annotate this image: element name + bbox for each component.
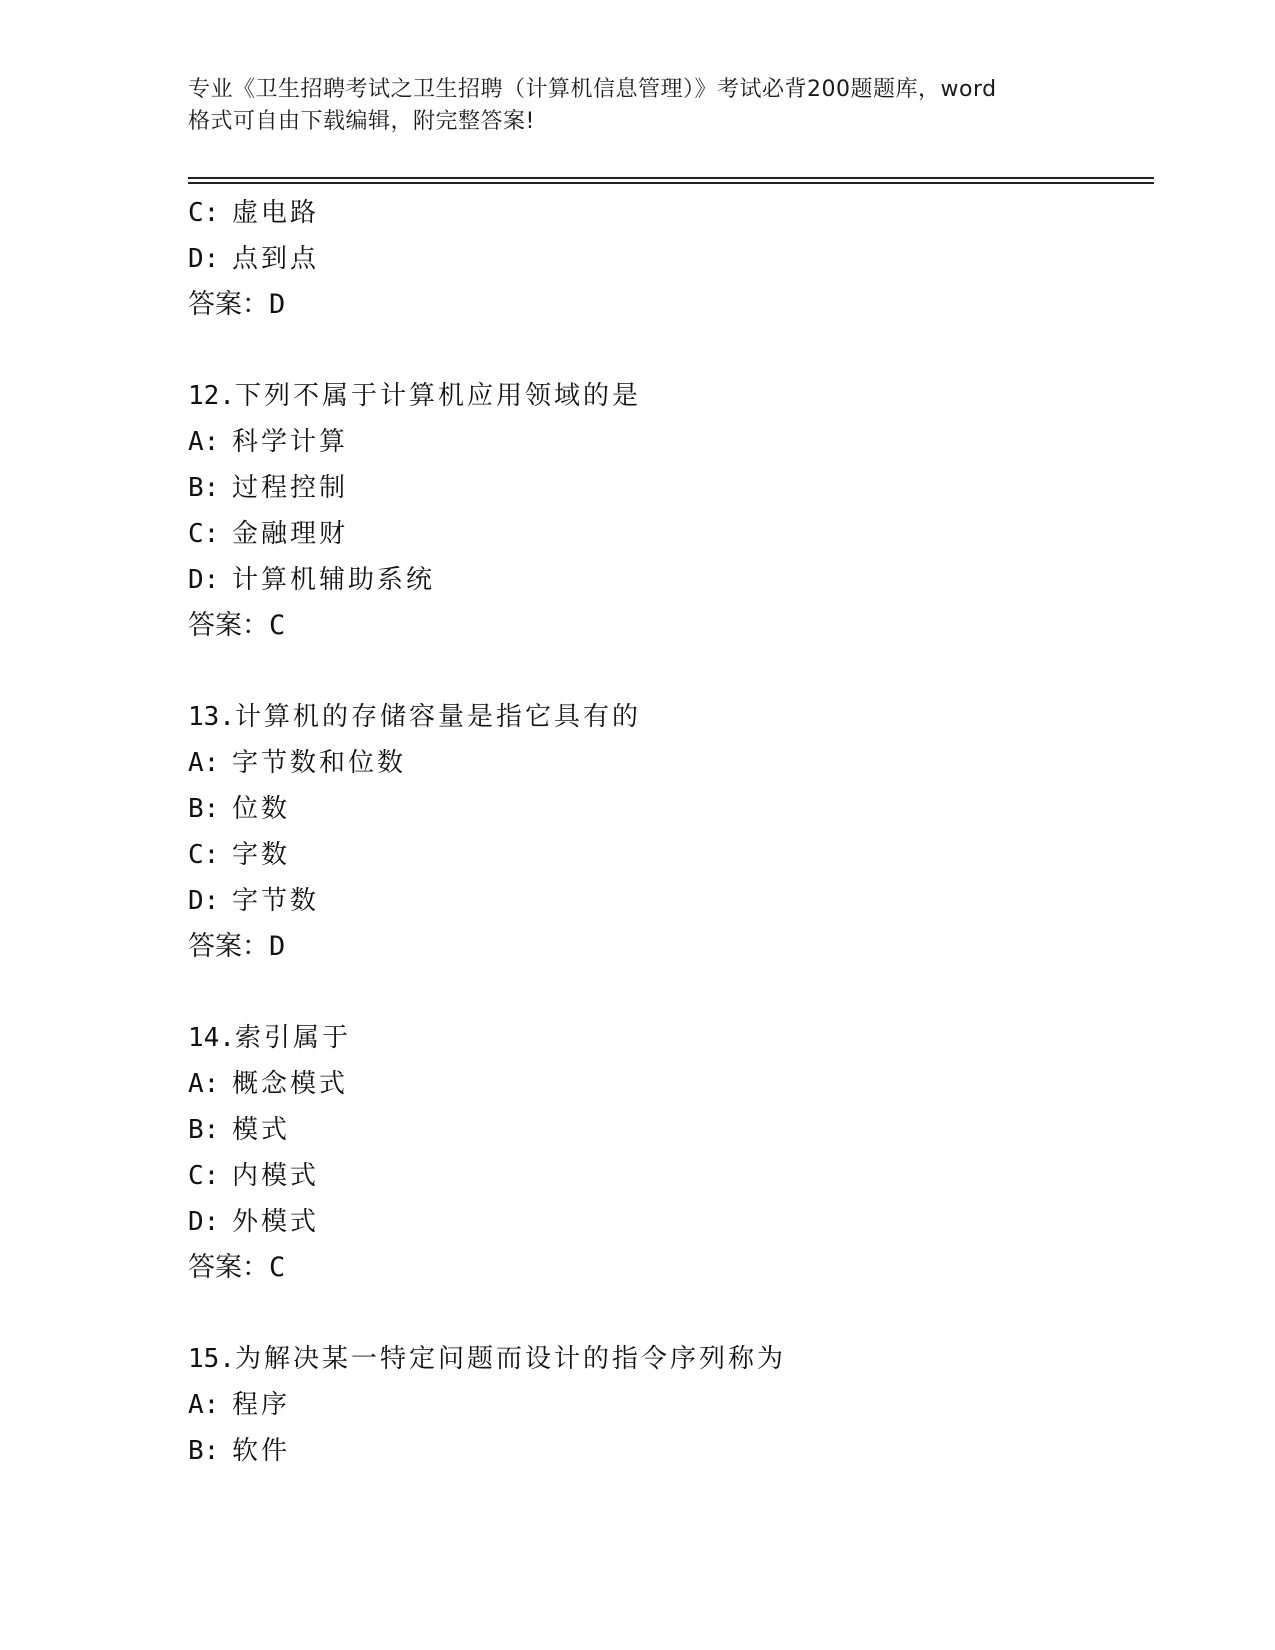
option-letter: D:	[188, 1207, 220, 1237]
option-letter: A:	[188, 1390, 220, 1420]
question-block-14	[188, 1015, 1154, 1291]
question-block-13	[188, 694, 1154, 970]
question-spacer	[188, 970, 1154, 1015]
answer-line	[188, 282, 1154, 328]
option-text: 点到点	[232, 244, 320, 274]
option-letter: A:	[188, 427, 220, 457]
answer-value: D	[269, 289, 286, 320]
option-text: 金融理财	[232, 519, 349, 549]
question-spacer	[188, 328, 1154, 373]
option-letter: C:	[188, 198, 220, 228]
option-letter: B:	[188, 1115, 220, 1145]
header-divider-bottom	[188, 182, 1154, 184]
header-line-1: 专业《卫生招聘考试之卫生招聘（计算机信息管理）》考试必背200题题库，word	[188, 77, 997, 102]
option-text: 过程控制	[232, 473, 349, 503]
option-text: 程序	[232, 1390, 291, 1420]
question-block-prev	[188, 190, 1154, 328]
question-block-15	[188, 1336, 1154, 1474]
option-text: 字数	[232, 840, 291, 870]
option-a	[188, 1382, 1154, 1428]
option-text: 软件	[232, 1436, 291, 1466]
option-text: 位数	[232, 794, 291, 824]
option-b	[188, 786, 1154, 832]
answer-value: C	[269, 1252, 286, 1283]
option-letter: A:	[188, 748, 220, 778]
question-spacer	[188, 1291, 1154, 1336]
option-c	[188, 832, 1154, 878]
question-number: 12.	[188, 381, 235, 411]
question-block-12	[188, 373, 1154, 649]
option-a	[188, 419, 1154, 465]
question-text: 计算机的存储容量是指它具有的	[234, 702, 641, 732]
option-b	[188, 1428, 1154, 1474]
option-letter: D:	[188, 565, 220, 595]
option-b	[188, 465, 1154, 511]
option-letter: D:	[188, 244, 220, 274]
option-c	[188, 190, 1154, 236]
option-text: 外模式	[232, 1207, 320, 1237]
option-letter: C:	[188, 1161, 220, 1191]
question-stem	[188, 1336, 1154, 1382]
option-text: 科学计算	[232, 427, 349, 457]
option-a	[188, 740, 1154, 786]
option-d	[188, 1199, 1154, 1245]
question-text: 索引属于	[234, 1023, 351, 1053]
document-header	[188, 74, 1088, 138]
header-divider-top	[188, 177, 1154, 179]
option-text: 字节数	[232, 886, 320, 916]
answer-line	[188, 1245, 1154, 1291]
answer-label: 答案：	[188, 1252, 269, 1283]
option-text: 内模式	[232, 1161, 320, 1191]
question-number: 14.	[188, 1023, 235, 1053]
question-spacer	[188, 649, 1154, 694]
option-b	[188, 1107, 1154, 1153]
question-stem	[188, 373, 1154, 419]
answer-line	[188, 603, 1154, 649]
question-list	[188, 190, 1154, 1474]
option-letter: D:	[188, 886, 220, 916]
question-stem	[188, 694, 1154, 740]
option-c	[188, 1153, 1154, 1199]
question-stem	[188, 1015, 1154, 1061]
option-text: 计算机辅助系统	[232, 565, 436, 595]
option-text: 字节数和位数	[232, 748, 407, 778]
option-letter: B:	[188, 794, 220, 824]
question-text: 为解决某一特定问题而设计的指令序列称为	[234, 1344, 786, 1374]
option-letter: B:	[188, 473, 220, 503]
option-d	[188, 878, 1154, 924]
option-text: 模式	[232, 1115, 291, 1145]
answer-value: D	[269, 931, 286, 962]
option-text: 虚电路	[232, 198, 320, 228]
option-d	[188, 557, 1154, 603]
question-text: 下列不属于计算机应用领域的是	[234, 381, 641, 411]
option-letter: A:	[188, 1069, 220, 1099]
answer-line	[188, 924, 1154, 970]
answer-label: 答案：	[188, 931, 269, 962]
answer-label: 答案：	[188, 610, 269, 641]
answer-value: C	[269, 610, 286, 641]
answer-label: 答案：	[188, 289, 269, 320]
option-letter: B:	[188, 1436, 220, 1466]
option-letter: C:	[188, 519, 220, 549]
option-d	[188, 236, 1154, 282]
option-letter: C:	[188, 840, 220, 870]
header-line-2: 格式可自由下载编辑，附完整答案!	[188, 109, 535, 134]
option-c	[188, 511, 1154, 557]
option-text: 概念模式	[232, 1069, 349, 1099]
option-a	[188, 1061, 1154, 1107]
question-number: 15.	[188, 1344, 235, 1374]
question-number: 13.	[188, 702, 235, 732]
